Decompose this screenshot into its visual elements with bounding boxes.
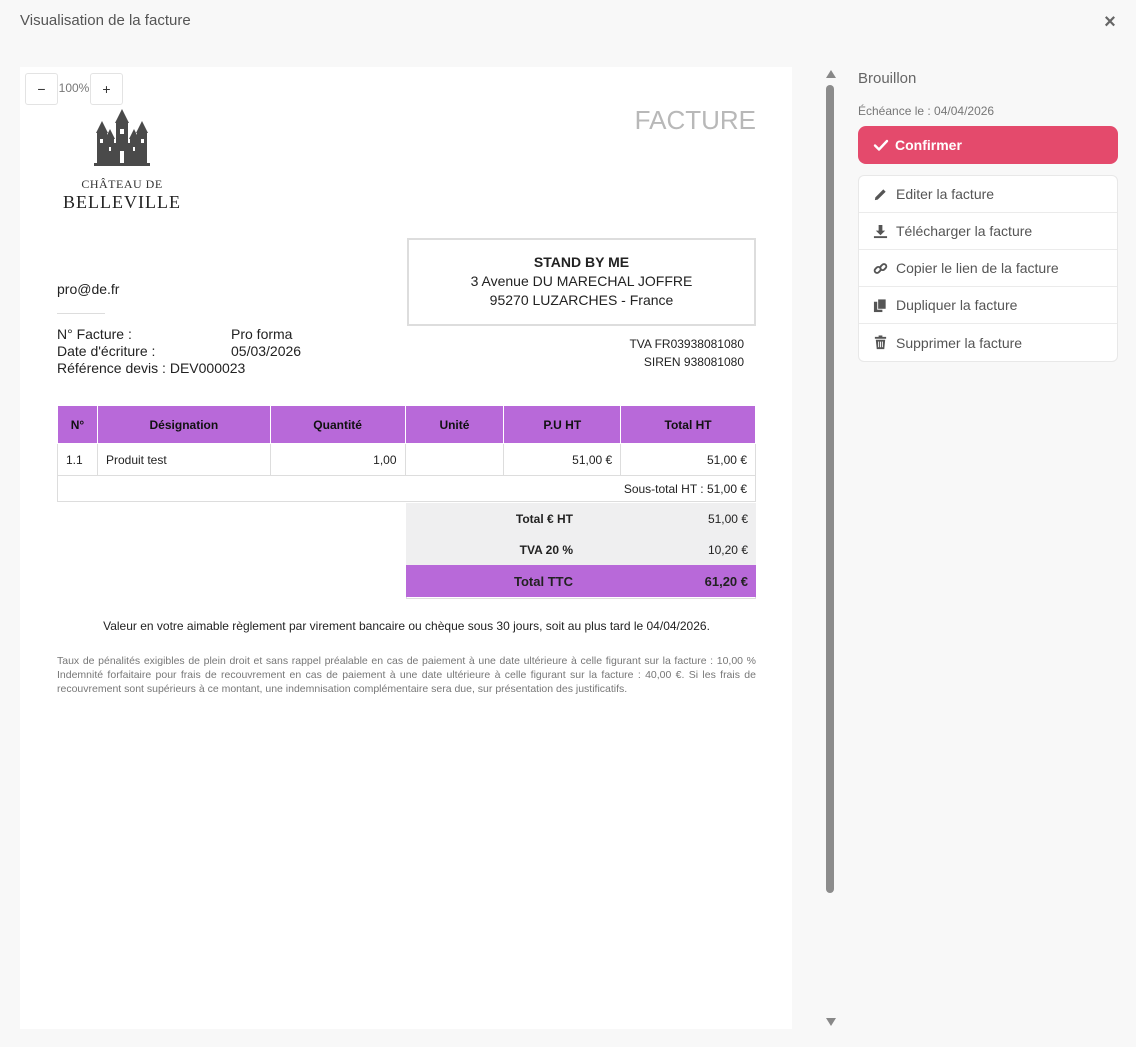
total-ttc-value: 61,20 € [581,565,756,597]
client-name: STAND BY ME [533,254,630,270]
client-address-line2: 95270 LUZARCHES - France [489,292,674,308]
scrollbar[interactable] [823,67,837,1029]
client-address-line1: 3 Avenue DU MARECHAL JOFFRE [470,273,693,289]
confirm-button[interactable] [858,126,1118,164]
tax-identifiers [540,335,744,371]
edit-invoice-label: Editer la facture [896,186,995,202]
cell-unit-price: 51,00 € [504,444,621,476]
invoice-viewer [20,67,792,1029]
total-ht-row [406,503,756,534]
invoice-title: FACTURE [634,105,756,135]
table-row [58,444,756,476]
duplicate-invoice-label: Dupliquer la facture [896,297,1018,313]
col-header-unit: Unité [405,406,504,444]
tva-number: TVA FR03938081080 [629,337,744,351]
cell-number: 1.1 [58,444,98,476]
quote-reference: Référence devis : DEV000023 [57,360,246,376]
invoice-date-value: 05/03/2026 [231,343,302,359]
trash-icon [872,335,888,351]
link-icon [872,260,888,276]
castle-icon [90,107,154,171]
tva-row [406,534,756,565]
scroll-up-arrow-icon[interactable] [826,70,836,78]
invoice-number-label: N° Facture : [57,326,132,342]
cell-designation: Produit test [97,444,270,476]
zoom-level: 100% [58,81,90,95]
close-icon[interactable]: × [1104,11,1116,33]
invoice-number-value: Pro forma [231,326,293,342]
delete-invoice-label: Supprimer la facture [896,334,1023,351]
total-ht-value: 51,00 € [581,503,756,534]
pencil-icon [872,186,888,202]
cell-unit [405,444,504,476]
copy-invoice-link-label: Copier le lien de la facture [896,260,1059,276]
zoom-in-button[interactable]: + [90,73,123,105]
col-header-quantity: Quantité [270,406,405,444]
cell-total: 51,00 € [621,444,756,476]
duplicate-invoice-button[interactable] [859,287,1117,324]
payment-note: Valeur en votre aimable règlement par virement bancaire ou chèque sous 30 jours, soit au plus tard le 04/04/2026. [103,619,710,633]
scrollbar-thumb[interactable] [826,85,834,893]
edit-invoice-button[interactable] [859,176,1117,213]
tva-value: 10,20 € [581,534,756,565]
total-ttc-label: Total TTC [406,565,581,597]
company-logo [62,107,182,217]
logo-text-top: CHÂTEAU DE [81,177,163,191]
divider [57,313,105,314]
invoice-actions-menu [858,175,1118,362]
tva-label: TVA 20 % [406,534,581,565]
company-email: pro@de.fr [57,281,120,297]
client-address-box [407,238,756,326]
logo-text-bottom: BELLEVILLE [63,192,181,212]
download-invoice-button[interactable] [859,213,1117,250]
download-icon [872,223,888,239]
modal-title: Visualisation de la facture [20,12,191,29]
copy-icon [872,297,888,313]
invoice-date-label: Date d'écriture : [57,343,156,359]
totals-table [406,503,756,597]
delete-invoice-button[interactable] [859,324,1117,361]
table-header-row [58,406,756,444]
col-header-designation: Désignation [97,406,270,444]
legal-notice: Taux de pénalités exigibles de plein droit et sans rappel préalable en cas de paiement à une date ultérieure à celle figurant sur la facture : 10,00 % Indemnité forfaitaire pour frais de recouvrement en cas de paiement à une date ultérieure à celle figurant sur la facture : 40,00 €. Si les frais de recouvrement sont supérieurs à ce montant, une indemnisation complémentaire sera due, sur présentation des justificatifs. [57,655,756,695]
check-icon [873,137,889,153]
scroll-down-arrow-icon[interactable] [826,1018,836,1026]
total-ttc-row [406,565,756,597]
invoice-status: Brouillon [858,70,917,87]
subtotal-row [58,476,756,502]
cell-quantity: 1,00 [270,444,405,476]
siren-number: SIREN 938081080 [643,355,744,369]
copy-invoice-link-button[interactable] [859,250,1117,287]
subtotal-value: Sous-total HT : 51,00 € [58,476,756,502]
col-header-unit-price: P.U HT [504,406,621,444]
confirm-button-label: Confirmer [895,137,962,153]
col-header-number: N° [58,406,98,444]
due-date: Échéance le : 04/04/2026 [858,104,995,118]
items-table [57,405,756,502]
zoom-out-button[interactable]: − [25,73,58,105]
download-invoice-label: Télécharger la facture [896,223,1033,239]
total-ht-label: Total € HT [406,503,581,534]
col-header-total: Total HT [621,406,756,444]
